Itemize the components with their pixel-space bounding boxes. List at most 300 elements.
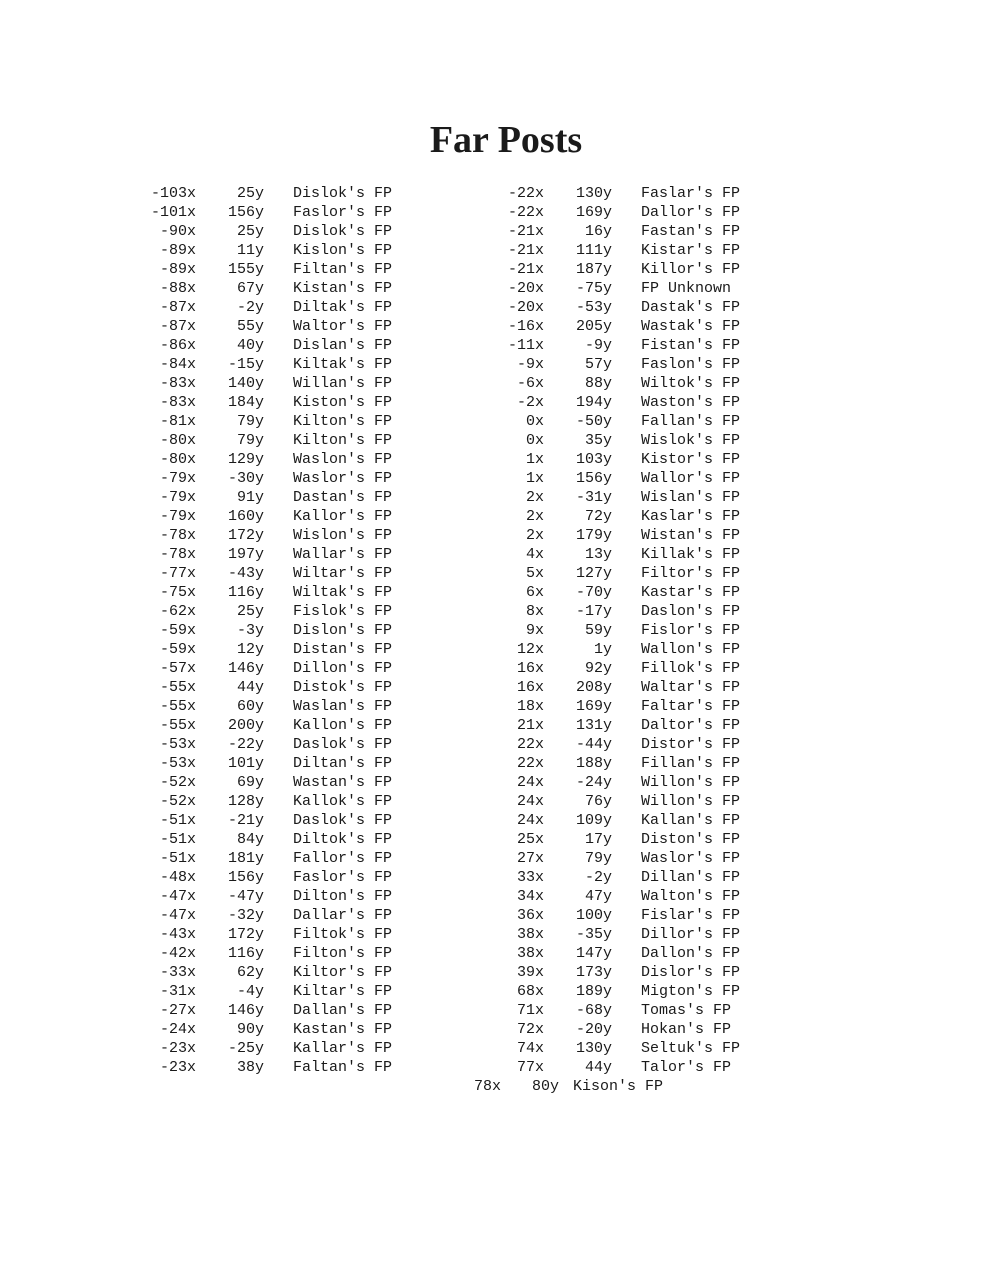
list-item xyxy=(478,678,740,697)
x-coordinate: -84x xyxy=(159,356,196,373)
y-coordinate: 130y xyxy=(575,1040,612,1057)
list-item xyxy=(130,564,392,583)
y-coordinate: 12y xyxy=(236,641,264,658)
list-item xyxy=(130,412,392,431)
x-coordinate: 24x xyxy=(516,793,544,810)
list-item xyxy=(478,222,740,241)
post-name: Wastan's FP xyxy=(293,774,393,791)
x-coordinate: 8x xyxy=(525,603,544,620)
y-coordinate: 181y xyxy=(227,850,264,867)
y-coordinate: -50y xyxy=(575,413,612,430)
post-name: Fastan's FP xyxy=(641,223,741,240)
x-coordinate: 22x xyxy=(516,736,544,753)
post-name: Kiltak's FP xyxy=(293,356,393,373)
x-coordinate: -21x xyxy=(507,261,544,278)
y-coordinate: -43y xyxy=(227,565,264,582)
post-name: Filtok's FP xyxy=(293,926,393,943)
y-coordinate: 200y xyxy=(227,717,264,734)
y-coordinate: -9y xyxy=(584,337,612,354)
list-item xyxy=(130,355,392,374)
y-coordinate: 16y xyxy=(584,223,612,240)
post-name: Kiltar's FP xyxy=(293,983,393,1000)
list-item xyxy=(478,811,740,830)
x-coordinate: -55x xyxy=(159,698,196,715)
x-coordinate: -78x xyxy=(159,527,196,544)
y-coordinate: 188y xyxy=(575,755,612,772)
y-coordinate: 179y xyxy=(575,527,612,544)
post-name: Waltor's FP xyxy=(293,318,393,335)
x-coordinate: -101x xyxy=(150,204,196,221)
post-name: Kilton's FP xyxy=(293,432,393,449)
post-name: Wallar's FP xyxy=(293,546,393,563)
list-item xyxy=(130,830,392,849)
y-coordinate: 59y xyxy=(584,622,612,639)
list-item xyxy=(130,450,392,469)
post-name: Dislan's FP xyxy=(293,337,393,354)
x-coordinate: 78x xyxy=(474,1078,502,1095)
y-coordinate: -68y xyxy=(575,1002,612,1019)
list-item xyxy=(478,982,740,1001)
y-coordinate: 76y xyxy=(584,793,612,810)
y-coordinate: -31y xyxy=(575,489,612,506)
y-coordinate: -3y xyxy=(236,622,264,639)
x-coordinate: -23x xyxy=(159,1059,196,1076)
x-coordinate: 74x xyxy=(516,1040,544,1057)
list-item xyxy=(130,963,392,982)
y-coordinate: 197y xyxy=(227,546,264,563)
list-item xyxy=(478,526,740,545)
post-name: Dislor's FP xyxy=(641,964,741,981)
list-item xyxy=(478,1020,740,1039)
list-item xyxy=(478,583,740,602)
post-name: Killor's FP xyxy=(641,261,741,278)
post-name: Wislon's FP xyxy=(293,527,393,544)
post-name: Kilton's FP xyxy=(293,413,393,430)
y-coordinate: 116y xyxy=(227,945,264,962)
post-name: Wiltok's FP xyxy=(641,375,741,392)
list-item xyxy=(478,184,740,203)
y-coordinate: 146y xyxy=(227,1002,264,1019)
list-item xyxy=(478,241,740,260)
x-coordinate: 38x xyxy=(516,926,544,943)
post-name: Dallor's FP xyxy=(641,204,741,221)
list-item xyxy=(130,678,392,697)
y-coordinate: 156y xyxy=(575,470,612,487)
list-item xyxy=(130,374,392,393)
post-name: Waston's FP xyxy=(641,394,741,411)
y-coordinate: 72y xyxy=(584,508,612,525)
list-item xyxy=(130,317,392,336)
post-name: Faltar's FP xyxy=(641,698,741,715)
post-name: Kallar's FP xyxy=(293,1040,393,1057)
y-coordinate: 60y xyxy=(236,698,264,715)
post-name: Wistan's FP xyxy=(641,527,741,544)
list-item xyxy=(478,925,740,944)
list-item xyxy=(130,716,392,735)
x-coordinate: 5x xyxy=(525,565,544,582)
x-coordinate: -21x xyxy=(507,223,544,240)
post-name: Diston's FP xyxy=(641,831,741,848)
post-name: Filtan's FP xyxy=(293,261,393,278)
x-coordinate: -53x xyxy=(159,736,196,753)
list-item xyxy=(478,735,740,754)
x-coordinate: -2x xyxy=(516,394,544,411)
y-coordinate: 169y xyxy=(575,698,612,715)
x-coordinate: -47x xyxy=(159,907,196,924)
post-name: Filton's FP xyxy=(293,945,393,962)
x-coordinate: -16x xyxy=(507,318,544,335)
list-item xyxy=(478,317,740,336)
y-coordinate: 116y xyxy=(227,584,264,601)
list-item xyxy=(478,412,740,431)
left-column xyxy=(130,184,392,1077)
x-coordinate: -55x xyxy=(159,679,196,696)
post-name: Willan's FP xyxy=(293,375,393,392)
y-coordinate: 130y xyxy=(575,185,612,202)
y-coordinate: -4y xyxy=(236,983,264,1000)
list-item xyxy=(478,507,740,526)
list-item xyxy=(478,621,740,640)
x-coordinate: 18x xyxy=(516,698,544,715)
x-coordinate: 27x xyxy=(516,850,544,867)
x-coordinate: 34x xyxy=(516,888,544,905)
x-coordinate: -90x xyxy=(159,223,196,240)
list-item xyxy=(130,507,392,526)
post-name: Faslar's FP xyxy=(641,185,741,202)
y-coordinate: -22y xyxy=(227,736,264,753)
y-coordinate: 189y xyxy=(575,983,612,1000)
x-coordinate: 68x xyxy=(516,983,544,1000)
y-coordinate: 205y xyxy=(575,318,612,335)
post-name: Talor's FP xyxy=(641,1059,732,1076)
x-coordinate: 4x xyxy=(525,546,544,563)
post-name: Dallan's FP xyxy=(293,1002,393,1019)
x-coordinate: -79x xyxy=(159,508,196,525)
post-name: Wiltak's FP xyxy=(293,584,393,601)
x-coordinate: -59x xyxy=(159,622,196,639)
y-coordinate: 187y xyxy=(575,261,612,278)
list-item xyxy=(130,640,392,659)
y-coordinate: 25y xyxy=(236,223,264,240)
y-coordinate: 38y xyxy=(236,1059,264,1076)
list-item xyxy=(478,431,740,450)
post-name: Kistar's FP xyxy=(641,242,741,259)
list-item xyxy=(478,298,740,317)
y-coordinate: 100y xyxy=(575,907,612,924)
y-coordinate: 111y xyxy=(575,242,612,259)
post-name: Waltar's FP xyxy=(641,679,741,696)
post-name: Fillan's FP xyxy=(641,755,741,772)
y-coordinate: -53y xyxy=(575,299,612,316)
list-item xyxy=(130,336,392,355)
list-item xyxy=(478,887,740,906)
y-coordinate: 84y xyxy=(236,831,264,848)
list-item xyxy=(478,336,740,355)
list-item xyxy=(130,944,392,963)
list-item xyxy=(478,849,740,868)
list-item xyxy=(130,184,392,203)
x-coordinate: -33x xyxy=(159,964,196,981)
x-coordinate: 39x xyxy=(516,964,544,981)
x-coordinate: 1x xyxy=(525,470,544,487)
x-coordinate: 38x xyxy=(516,945,544,962)
post-name: Fislar's FP xyxy=(641,907,741,924)
list-item xyxy=(478,545,740,564)
post-name: Dallar's FP xyxy=(293,907,393,924)
y-coordinate: 109y xyxy=(575,812,612,829)
post-name: Faltan's FP xyxy=(293,1059,393,1076)
post-name: Fallan's FP xyxy=(641,413,741,430)
x-coordinate: -9x xyxy=(516,356,544,373)
post-name: Distor's FP xyxy=(641,736,741,753)
y-coordinate: 156y xyxy=(227,204,264,221)
y-coordinate: 69y xyxy=(236,774,264,791)
y-coordinate: 155y xyxy=(227,261,264,278)
list-item xyxy=(130,203,392,222)
y-coordinate: 147y xyxy=(575,945,612,962)
list-item xyxy=(130,887,392,906)
post-name: Dislok's FP xyxy=(293,185,393,202)
list-item xyxy=(130,621,392,640)
list-item xyxy=(130,792,392,811)
y-coordinate: 17y xyxy=(584,831,612,848)
y-coordinate: 90y xyxy=(236,1021,264,1038)
post-name: Tomas's FP xyxy=(641,1002,732,1019)
post-name: Fislor's FP xyxy=(641,622,741,639)
y-coordinate: -20y xyxy=(575,1021,612,1038)
post-name: Diltok's FP xyxy=(293,831,393,848)
x-coordinate: -81x xyxy=(159,413,196,430)
y-coordinate: -21y xyxy=(227,812,264,829)
x-coordinate: 24x xyxy=(516,812,544,829)
list-item xyxy=(130,526,392,545)
y-coordinate: 127y xyxy=(575,565,612,582)
y-coordinate: 131y xyxy=(575,717,612,734)
post-name: Wallon's FP xyxy=(641,641,741,658)
post-name: Daslok's FP xyxy=(293,812,393,829)
y-coordinate: 156y xyxy=(227,869,264,886)
y-coordinate: 128y xyxy=(227,793,264,810)
x-coordinate: 36x xyxy=(516,907,544,924)
x-coordinate: -23x xyxy=(159,1040,196,1057)
x-coordinate: -77x xyxy=(159,565,196,582)
list-item xyxy=(478,1001,740,1020)
y-coordinate: 160y xyxy=(227,508,264,525)
x-coordinate: 16x xyxy=(516,660,544,677)
x-coordinate: -75x xyxy=(159,584,196,601)
x-coordinate: -89x xyxy=(159,242,196,259)
x-coordinate: -20x xyxy=(507,280,544,297)
list-item xyxy=(130,298,392,317)
x-coordinate: -27x xyxy=(159,1002,196,1019)
post-name: Wislok's FP xyxy=(641,432,741,449)
list-item xyxy=(478,393,740,412)
list-item xyxy=(130,545,392,564)
list-item xyxy=(478,602,740,621)
x-coordinate: -22x xyxy=(507,185,544,202)
post-name: Kaslar's FP xyxy=(641,508,741,525)
list-item xyxy=(130,773,392,792)
y-coordinate: -32y xyxy=(227,907,264,924)
post-name: Wastak's FP xyxy=(641,318,741,335)
y-coordinate: -75y xyxy=(575,280,612,297)
x-coordinate: -55x xyxy=(159,717,196,734)
post-name: Kallan's FP xyxy=(641,812,741,829)
post-name: Waslor's FP xyxy=(641,850,741,867)
x-coordinate: -47x xyxy=(159,888,196,905)
y-coordinate: -15y xyxy=(227,356,264,373)
post-name: Dillon's FP xyxy=(293,660,393,677)
list-item xyxy=(130,659,392,678)
post-name: Fistan's FP xyxy=(641,337,741,354)
post-name: Fislok's FP xyxy=(293,603,393,620)
post-name: Diltak's FP xyxy=(293,299,393,316)
x-coordinate: -51x xyxy=(159,812,196,829)
y-coordinate: -35y xyxy=(575,926,612,943)
x-coordinate: 71x xyxy=(516,1002,544,1019)
x-coordinate: 72x xyxy=(516,1021,544,1038)
y-coordinate: 208y xyxy=(575,679,612,696)
post-name: Dislon's FP xyxy=(293,622,393,639)
list-item xyxy=(130,241,392,260)
x-coordinate: -53x xyxy=(159,755,196,772)
post-name: Kallon's FP xyxy=(293,717,393,734)
list-item xyxy=(478,1058,740,1077)
post-name: Kallok's FP xyxy=(293,793,393,810)
x-coordinate: -86x xyxy=(159,337,196,354)
post-name: Dilton's FP xyxy=(293,888,393,905)
list-item xyxy=(130,1039,392,1058)
list-item xyxy=(478,640,740,659)
y-coordinate: 80y xyxy=(531,1078,559,1095)
post-name: Kistan's FP xyxy=(293,280,393,297)
x-coordinate: -80x xyxy=(159,432,196,449)
right-column xyxy=(478,184,740,1077)
list-item xyxy=(130,279,392,298)
post-name: Wiltar's FP xyxy=(293,565,393,582)
list-item xyxy=(130,1058,392,1077)
y-coordinate: 25y xyxy=(236,603,264,620)
post-name: Kistor's FP xyxy=(641,451,741,468)
post-name: Seltuk's FP xyxy=(641,1040,741,1057)
list-item xyxy=(130,925,392,944)
x-coordinate: -51x xyxy=(159,850,196,867)
list-item xyxy=(130,1020,392,1039)
x-coordinate: -79x xyxy=(159,470,196,487)
post-name: Wislan's FP xyxy=(641,489,741,506)
x-coordinate: -79x xyxy=(159,489,196,506)
list-item xyxy=(478,260,740,279)
x-coordinate: -48x xyxy=(159,869,196,886)
list-item xyxy=(130,488,392,507)
post-name: FP Unknown xyxy=(641,280,732,297)
list-item xyxy=(130,849,392,868)
y-coordinate: 11y xyxy=(236,242,264,259)
y-coordinate: 140y xyxy=(227,375,264,392)
post-name: Willon's FP xyxy=(641,793,741,810)
list-item xyxy=(478,868,740,887)
y-coordinate: 101y xyxy=(227,755,264,772)
x-coordinate: -52x xyxy=(159,774,196,791)
x-coordinate: -31x xyxy=(159,983,196,1000)
x-coordinate: -87x xyxy=(159,318,196,335)
y-coordinate: 129y xyxy=(227,451,264,468)
post-name: Killak's FP xyxy=(641,546,741,563)
list-item xyxy=(130,697,392,716)
list-item xyxy=(478,697,740,716)
post-name: Kastar's FP xyxy=(641,584,741,601)
x-coordinate: -43x xyxy=(159,926,196,943)
post-name: Waslan's FP xyxy=(293,698,393,715)
post-name: Dallon's FP xyxy=(641,945,741,962)
list-item xyxy=(130,735,392,754)
list-item-last xyxy=(474,1077,663,1096)
x-coordinate: -88x xyxy=(159,280,196,297)
post-name: Dastan's FP xyxy=(293,489,393,506)
post-name: Faslor's FP xyxy=(293,204,393,221)
post-name: Waslon's FP xyxy=(293,451,393,468)
y-coordinate: 172y xyxy=(227,527,264,544)
y-coordinate: -2y xyxy=(236,299,264,316)
post-name: Kiltor's FP xyxy=(293,964,393,981)
x-coordinate: -103x xyxy=(150,185,196,202)
x-coordinate: 21x xyxy=(516,717,544,734)
y-coordinate: 57y xyxy=(584,356,612,373)
y-coordinate: -25y xyxy=(227,1040,264,1057)
x-coordinate: 12x xyxy=(516,641,544,658)
list-item xyxy=(130,431,392,450)
x-coordinate: 2x xyxy=(525,489,544,506)
x-coordinate: -87x xyxy=(159,299,196,316)
post-name: Fillok's FP xyxy=(641,660,741,677)
post-name: Migton's FP xyxy=(641,983,741,1000)
x-coordinate: 22x xyxy=(516,755,544,772)
y-coordinate: 44y xyxy=(584,1059,612,1076)
list-item xyxy=(130,811,392,830)
y-coordinate: 79y xyxy=(236,413,264,430)
x-coordinate: 2x xyxy=(525,508,544,525)
list-item xyxy=(478,792,740,811)
post-name: Willon's FP xyxy=(641,774,741,791)
list-item xyxy=(130,469,392,488)
list-item xyxy=(130,906,392,925)
y-coordinate: -70y xyxy=(575,584,612,601)
y-coordinate: 44y xyxy=(236,679,264,696)
list-item xyxy=(130,602,392,621)
y-coordinate: 194y xyxy=(575,394,612,411)
list-item xyxy=(478,374,740,393)
list-item xyxy=(478,906,740,925)
y-coordinate: 35y xyxy=(584,432,612,449)
x-coordinate: -21x xyxy=(507,242,544,259)
list-item xyxy=(478,355,740,374)
x-coordinate: -80x xyxy=(159,451,196,468)
y-coordinate: 25y xyxy=(236,185,264,202)
list-item xyxy=(478,716,740,735)
post-name: Daslok's FP xyxy=(293,736,393,753)
x-coordinate: -78x xyxy=(159,546,196,563)
x-coordinate: 77x xyxy=(516,1059,544,1076)
post-name: Faslon's FP xyxy=(641,356,741,373)
y-coordinate: 172y xyxy=(227,926,264,943)
x-coordinate: -83x xyxy=(159,394,196,411)
list-item xyxy=(478,963,740,982)
y-coordinate: -47y xyxy=(227,888,264,905)
list-item xyxy=(478,830,740,849)
post-name: Dillor's FP xyxy=(641,926,741,943)
post-name: Hokan's FP xyxy=(641,1021,732,1038)
x-coordinate: 1x xyxy=(525,451,544,468)
